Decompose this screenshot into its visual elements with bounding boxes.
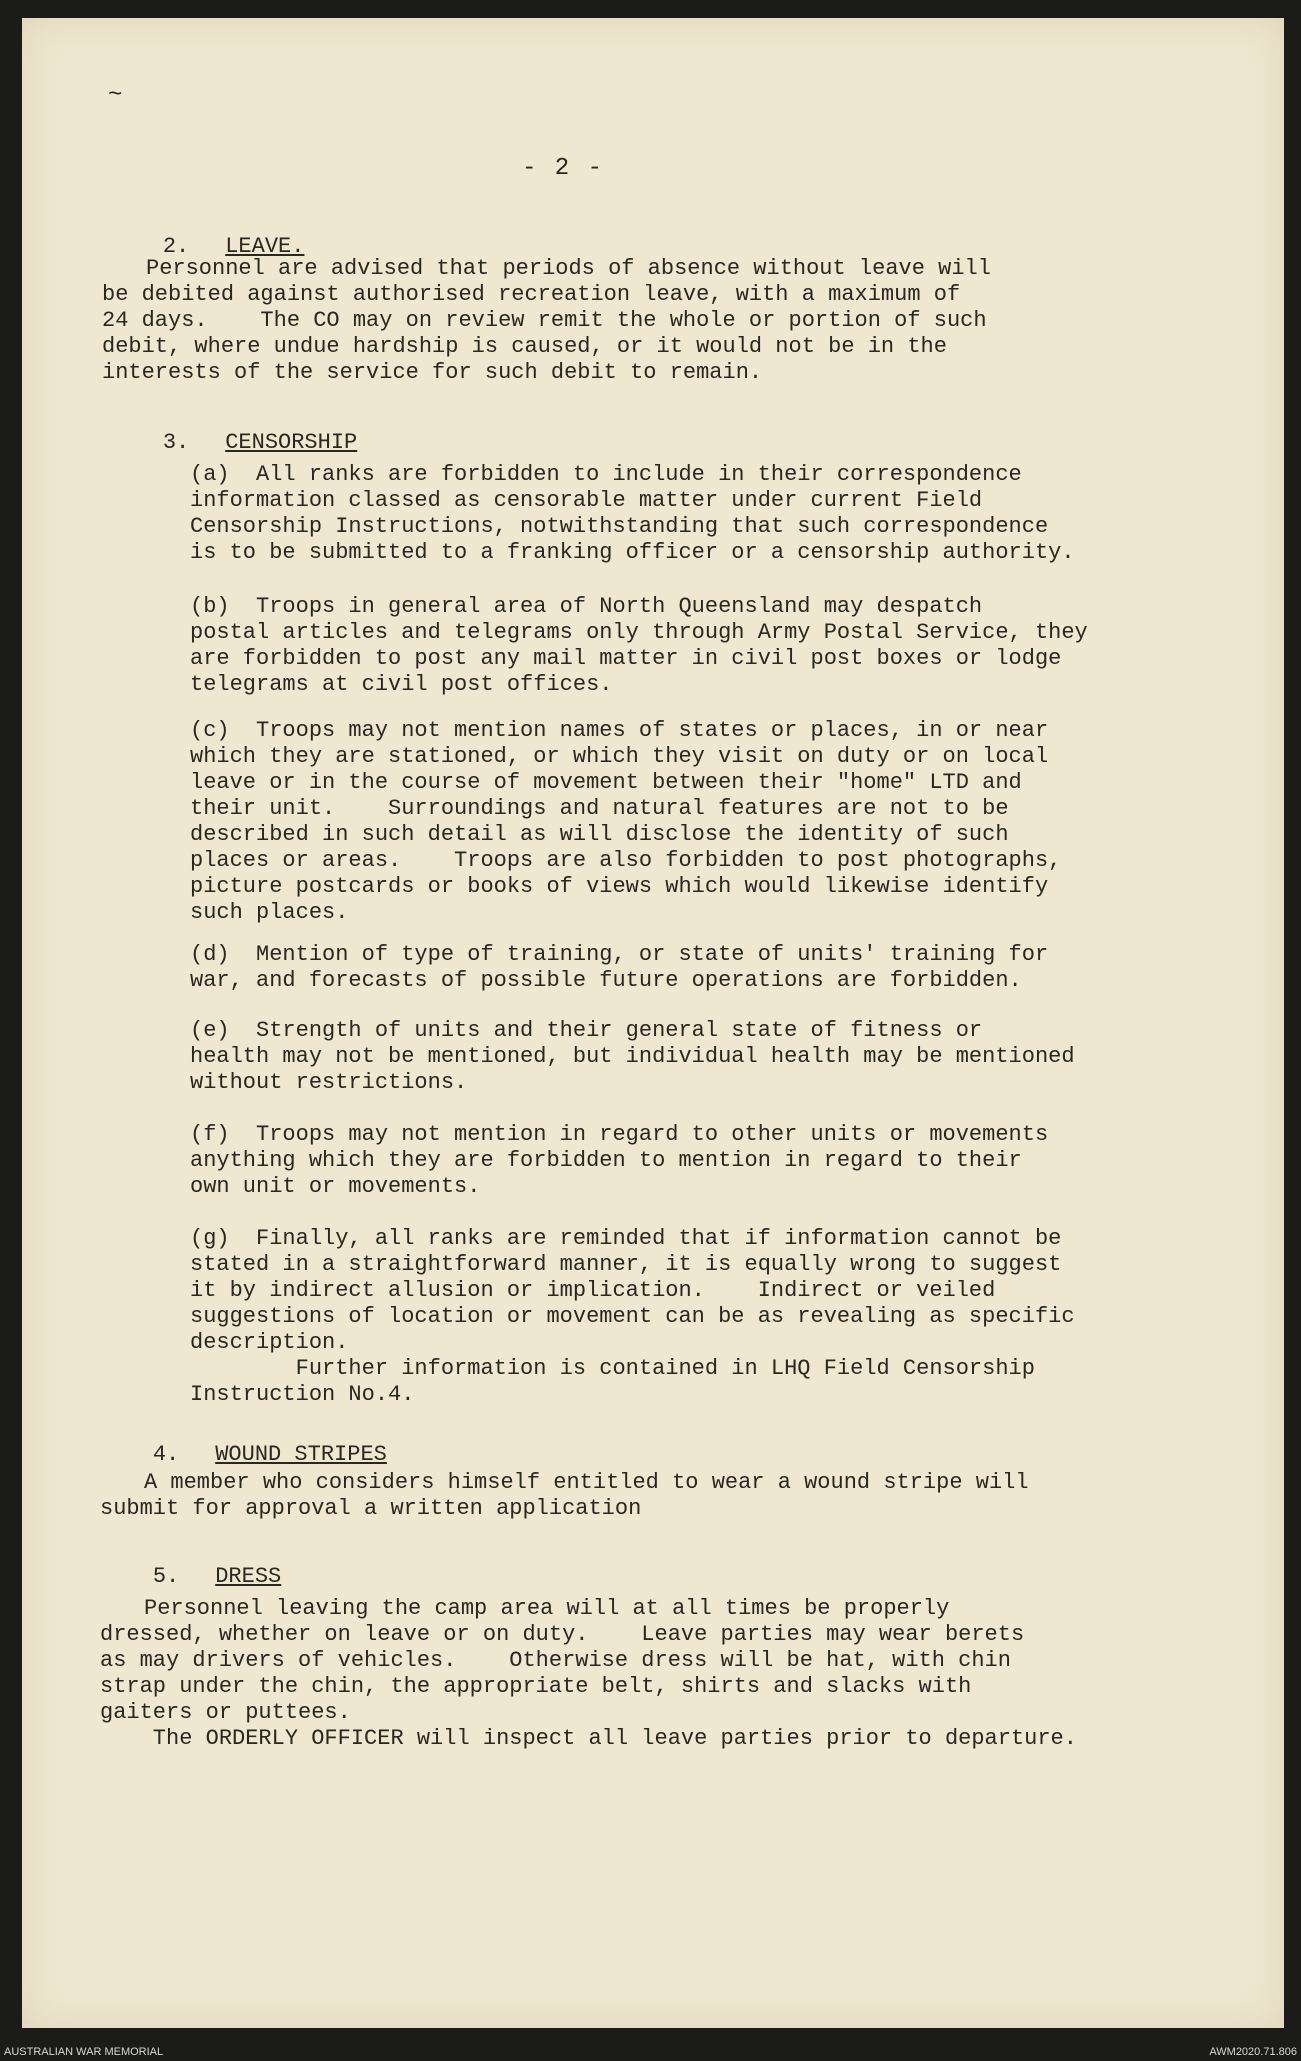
censorship-item-e bbox=[190, 1018, 1075, 1096]
text-line: without restrictions. bbox=[190, 1070, 468, 1095]
section-number: 4. bbox=[152, 1442, 180, 1467]
text-line: interests of the service for such debit to remain. bbox=[102, 360, 763, 385]
text-line: as may drivers of vehicles. Otherwise dress will be hat, with chin bbox=[100, 1648, 1011, 1673]
corner-mark: ~ bbox=[108, 82, 123, 109]
text-line: suggestions of location or movement can be as revealing as specific bbox=[190, 1304, 1075, 1329]
text-line: described in such detail as will disclose the identity of such bbox=[190, 822, 1009, 847]
censorship-item-f bbox=[190, 1122, 1048, 1200]
section-title: WOUND STRIPES bbox=[215, 1442, 387, 1467]
text-line: A member who considers himself entitled to wear a wound stripe will bbox=[144, 1470, 1029, 1495]
text-line: Further information is contained in LHQ Field Censorship bbox=[190, 1356, 1035, 1381]
text-line: own unit or movements. bbox=[190, 1174, 481, 1199]
text-line: dressed, whether on leave or on duty. Leave parties may wear berets bbox=[100, 1622, 1025, 1647]
text-line: it by indirect allusion or implication. Indirect or veiled bbox=[190, 1278, 996, 1303]
text-line: anything which they are forbidden to mention in regard to their bbox=[190, 1148, 1022, 1173]
text-line: Censorship Instructions, notwithstanding that such correspondence bbox=[190, 514, 1049, 539]
leave-paragraph bbox=[102, 256, 991, 386]
section-title: DRESS bbox=[215, 1564, 282, 1589]
text-line: postal articles and telegrams only through Army Postal Service, they bbox=[190, 620, 1088, 645]
section-title: LEAVE. bbox=[225, 234, 305, 259]
text-line: telegrams at civil post offices. bbox=[190, 672, 613, 697]
page-number: - 2 - bbox=[522, 155, 605, 182]
section-number: 3. bbox=[162, 430, 190, 455]
archive-footer bbox=[0, 2044, 1301, 2061]
text-line: health may not be mentioned, but individual health may be mentioned bbox=[190, 1044, 1075, 1069]
censorship-item-a bbox=[190, 462, 1075, 566]
text-line: The ORDERLY OFFICER will inspect all leave parties prior to departure. bbox=[100, 1726, 1077, 1751]
text-line: (e) Strength of units and their general state of fitness or bbox=[190, 1018, 983, 1043]
section-title: CENSORSHIP bbox=[225, 430, 358, 455]
dress-paragraph bbox=[100, 1596, 1077, 1752]
text-line: 24 days. The CO may on review remit the whole or portion of such bbox=[102, 308, 987, 333]
text-line: be debited against authorised recreation leave, with a maximum of bbox=[102, 282, 961, 307]
text-line: is to be submitted to a franking officer or a censorship authority. bbox=[190, 540, 1075, 565]
text-line: (g) Finally, all ranks are reminded that if information cannot be bbox=[190, 1226, 1062, 1251]
section-number: 5. bbox=[152, 1564, 180, 1589]
text-line: Personnel are advised that periods of absence without leave will bbox=[146, 256, 991, 281]
text-line: picture postcards or books of views which would likewise identify bbox=[190, 874, 1049, 899]
text-line: places or areas. Troops are also forbidden to post photographs, bbox=[190, 848, 1062, 873]
censorship-item-c bbox=[190, 718, 1061, 926]
wound-paragraph bbox=[100, 1470, 1029, 1522]
text-line: Instruction No.4. bbox=[190, 1382, 415, 1407]
text-line: their unit. Surroundings and natural features are not to be bbox=[190, 796, 1009, 821]
text-line: (d) Mention of type of training, or state of units' training for bbox=[190, 942, 1049, 967]
censorship-item-g bbox=[190, 1226, 1075, 1408]
text-line: (a) All ranks are forbidden to include in their correspondence bbox=[190, 462, 1022, 487]
text-line: are forbidden to post any mail matter in civil post boxes or lodge bbox=[190, 646, 1062, 671]
censorship-item-d bbox=[190, 942, 1048, 994]
text-line: submit for approval a written application bbox=[100, 1496, 642, 1521]
text-line: gaiters or puttees. bbox=[100, 1700, 351, 1725]
text-line: leave or in the course of movement between their "home" LTD and bbox=[190, 770, 1022, 795]
archive-reference: AWM2020.71.806 bbox=[1209, 2046, 1297, 2058]
censorship-item-b bbox=[190, 594, 1088, 698]
text-line: description. bbox=[190, 1330, 349, 1355]
section-number: 2. bbox=[162, 234, 190, 259]
document-page bbox=[22, 18, 1284, 2028]
text-line: debit, where undue hardship is caused, or it would not be in the bbox=[102, 334, 947, 359]
archive-name: AUSTRALIAN WAR MEMORIAL bbox=[4, 2046, 164, 2058]
text-line: war, and forecasts of possible future operations are forbidden. bbox=[190, 968, 1022, 993]
text-line: Personnel leaving the camp area will at all times be properly bbox=[144, 1596, 950, 1621]
text-line: information classed as censorable matter under current Field bbox=[190, 488, 983, 513]
text-line: (c) Troops may not mention names of states or places, in or near bbox=[190, 718, 1049, 743]
text-line: strap under the chin, the appropriate belt, shirts and slacks with bbox=[100, 1674, 972, 1699]
text-line: such places. bbox=[190, 900, 349, 925]
text-line: which they are stationed, or which they visit on duty or on local bbox=[190, 744, 1049, 769]
text-line: stated in a straightforward manner, it is equally wrong to suggest bbox=[190, 1252, 1062, 1277]
text-line: (b) Troops in general area of North Queensland may despatch bbox=[190, 594, 983, 619]
text-line: (f) Troops may not mention in regard to other units or movements bbox=[190, 1122, 1049, 1147]
